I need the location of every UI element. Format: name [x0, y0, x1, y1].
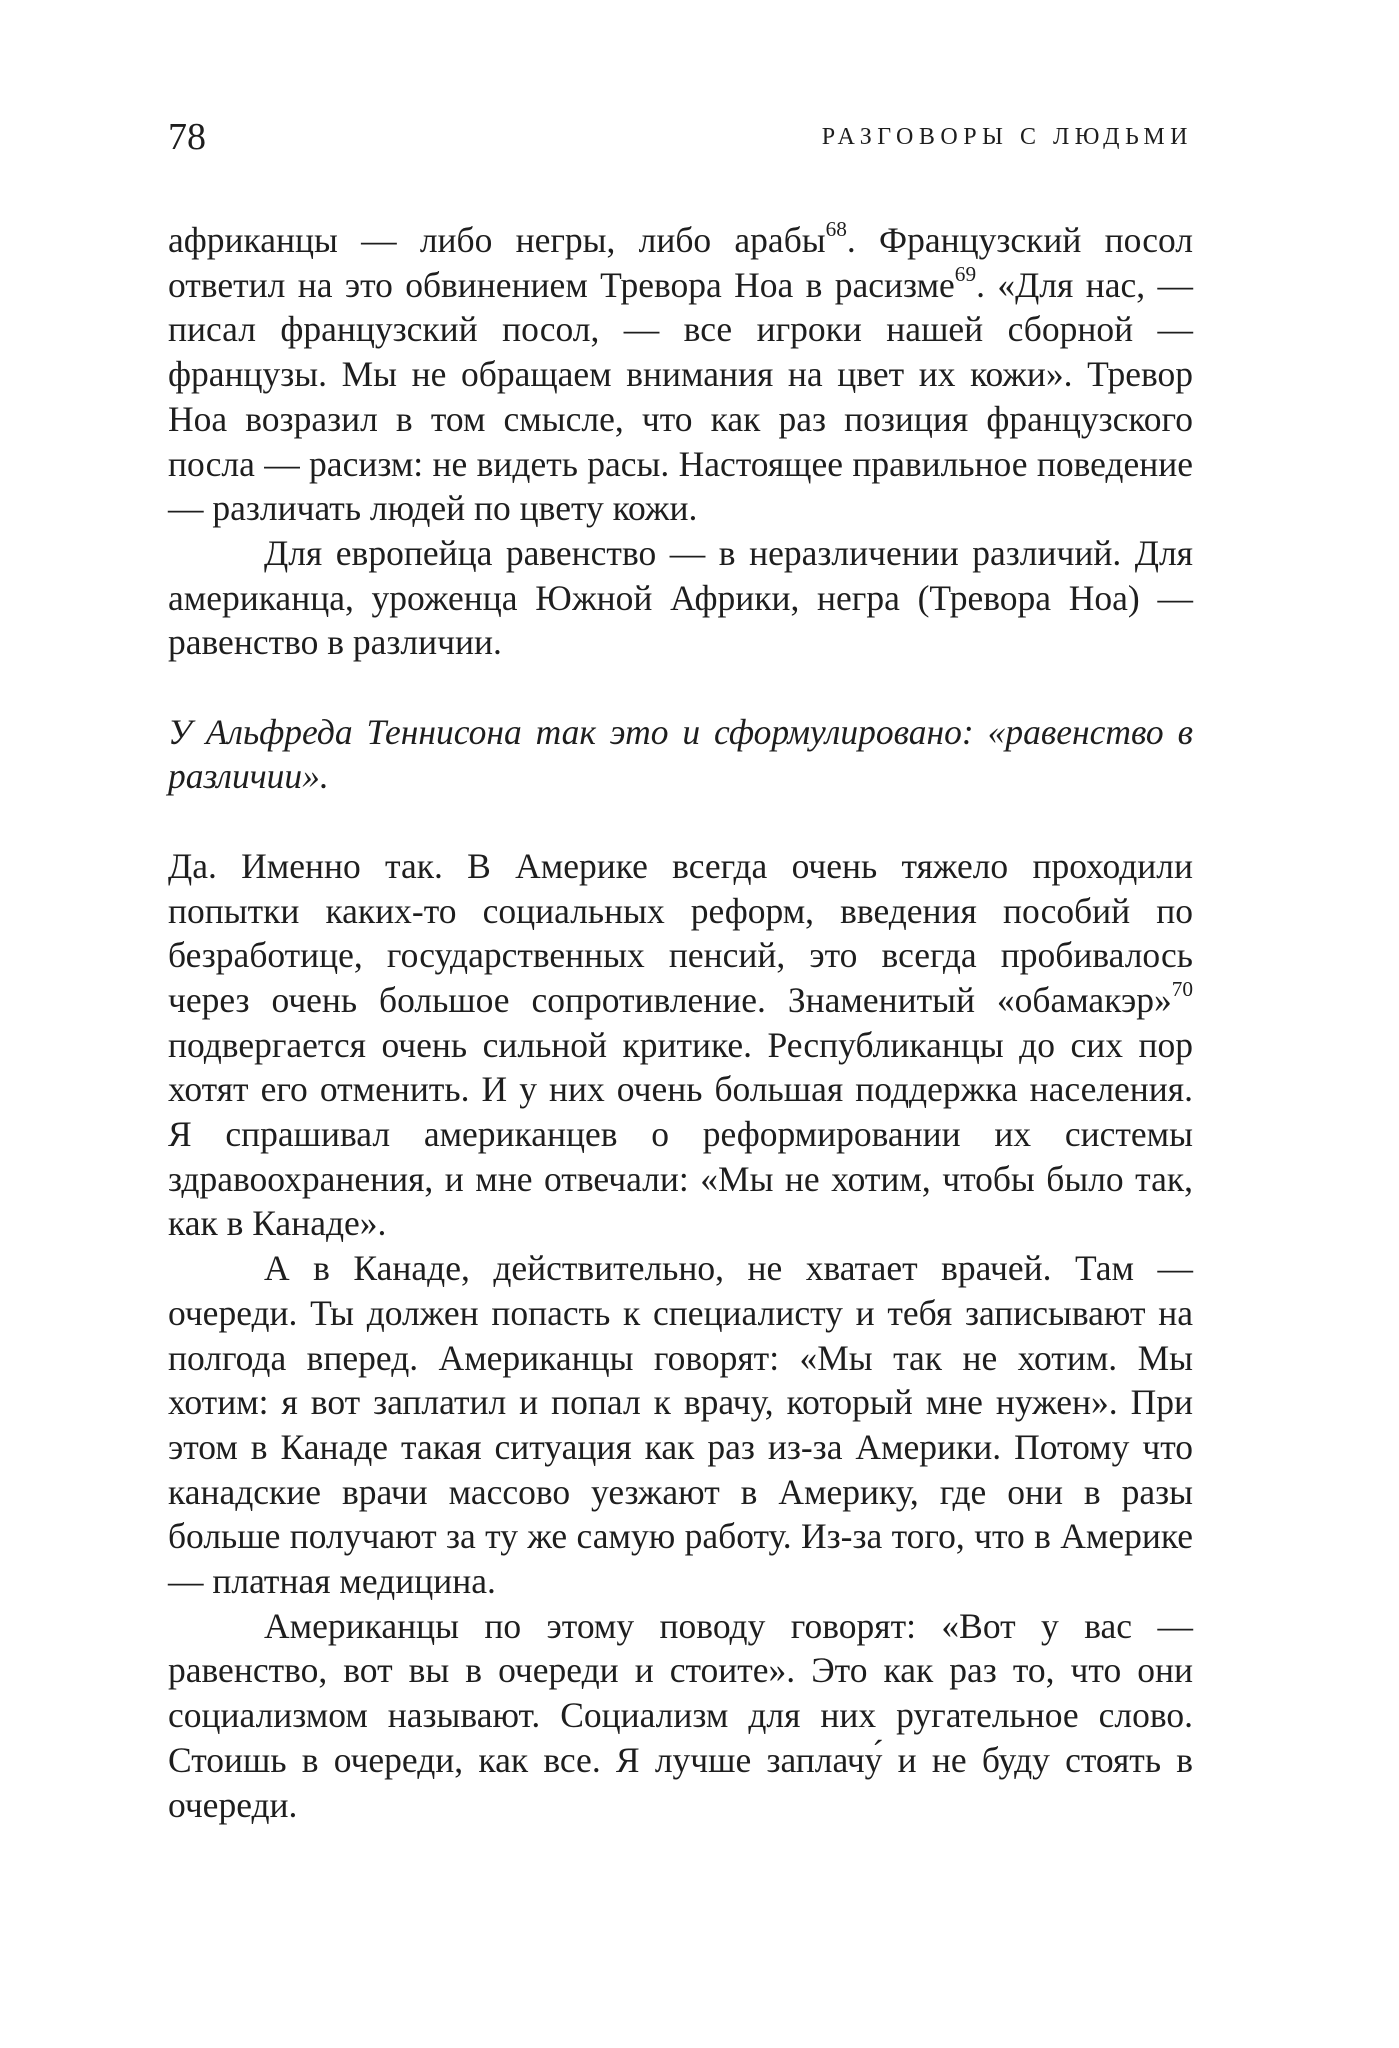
text-run: Да. Именно так. В Америке всегда очень тяжело проходили попытки каких-то социальных реформ, введения пособий по безработице, государственных пенсий, это всегда пробивалось через очень большое сопротивление. Знаменитый «обамакэр» — [168, 845, 1193, 1020]
text-run: подвергается очень сильной критике. Республиканцы до сих пор хотят его отменить. И у них очень большая поддержка населения. Я спрашивал американцев о реформировании их системы здравоохранения, и мне отвечали: «Мы не хотим, чтобы было так, как в Канаде». — [168, 1024, 1193, 1244]
interviewer-question: У Альфреда Теннисона так это и сформулировано: «равенство в различии». — [168, 711, 1193, 797]
footnote-ref-68: 68 — [825, 217, 847, 242]
body-text — [168, 218, 1193, 1827]
paragraph-1 — [168, 218, 1193, 531]
paragraph-2: Для европейца равенство — в неразличении различий. Для американца, уроженца Южной Африки, негра (Тревора Ноа) — равенство в различии. — [168, 532, 1193, 663]
section-title: РАЗГОВОРЫ С ЛЮДЬМИ — [821, 124, 1193, 150]
page-number: 78 — [168, 116, 206, 158]
paragraph-3 — [168, 844, 1193, 1246]
text-run: . Французский посол ответил на это обвинением Тревора Ноа в расизме — [168, 220, 1193, 305]
text-run: африканцы — либо негры, либо арабы — [168, 220, 826, 260]
footnote-ref-69: 69 — [954, 261, 977, 286]
paragraph-5: Американцы по этому поводу говорят: «Вот у вас — равенство, вот вы в очереди и стоите». Это как раз то, что они социализмом называют. Социализм для них ругательное слово. Стоишь в очереди, как все. Я лучше заплачу́ и не буду стоять в очереди. — [168, 1605, 1193, 1825]
running-head — [168, 112, 1193, 162]
footnote-ref-70: 70 — [1171, 976, 1193, 1001]
paragraph-4: А в Канаде, действительно, не хватает врачей. Там — очереди. Ты должен попасть к специалисту и тебя записывают на полгода вперед. Американцы говорят: «Мы так не хотим. Мы хотим: я вот заплатил и попал к врачу, который мне нужен». При этом в Канаде такая ситуация как раз из-за Америки. Потому что канадские врачи массово уезжают в Америку, где они в разы больше получают за ту же самую работу. Из-за того, что в Америке — платная медицина. — [168, 1248, 1193, 1602]
text-run: . «Для нас, — писал французский посол, — все игроки нашей сборной — французы. Мы не обращаем внимания на цвет их кожи». Тревор Ноа возразил в том смысле, что как раз позиция французского посла — расизм: не видеть расы. Настоящее правильное поведение — различать людей по цвету кожи. — [168, 264, 1193, 529]
